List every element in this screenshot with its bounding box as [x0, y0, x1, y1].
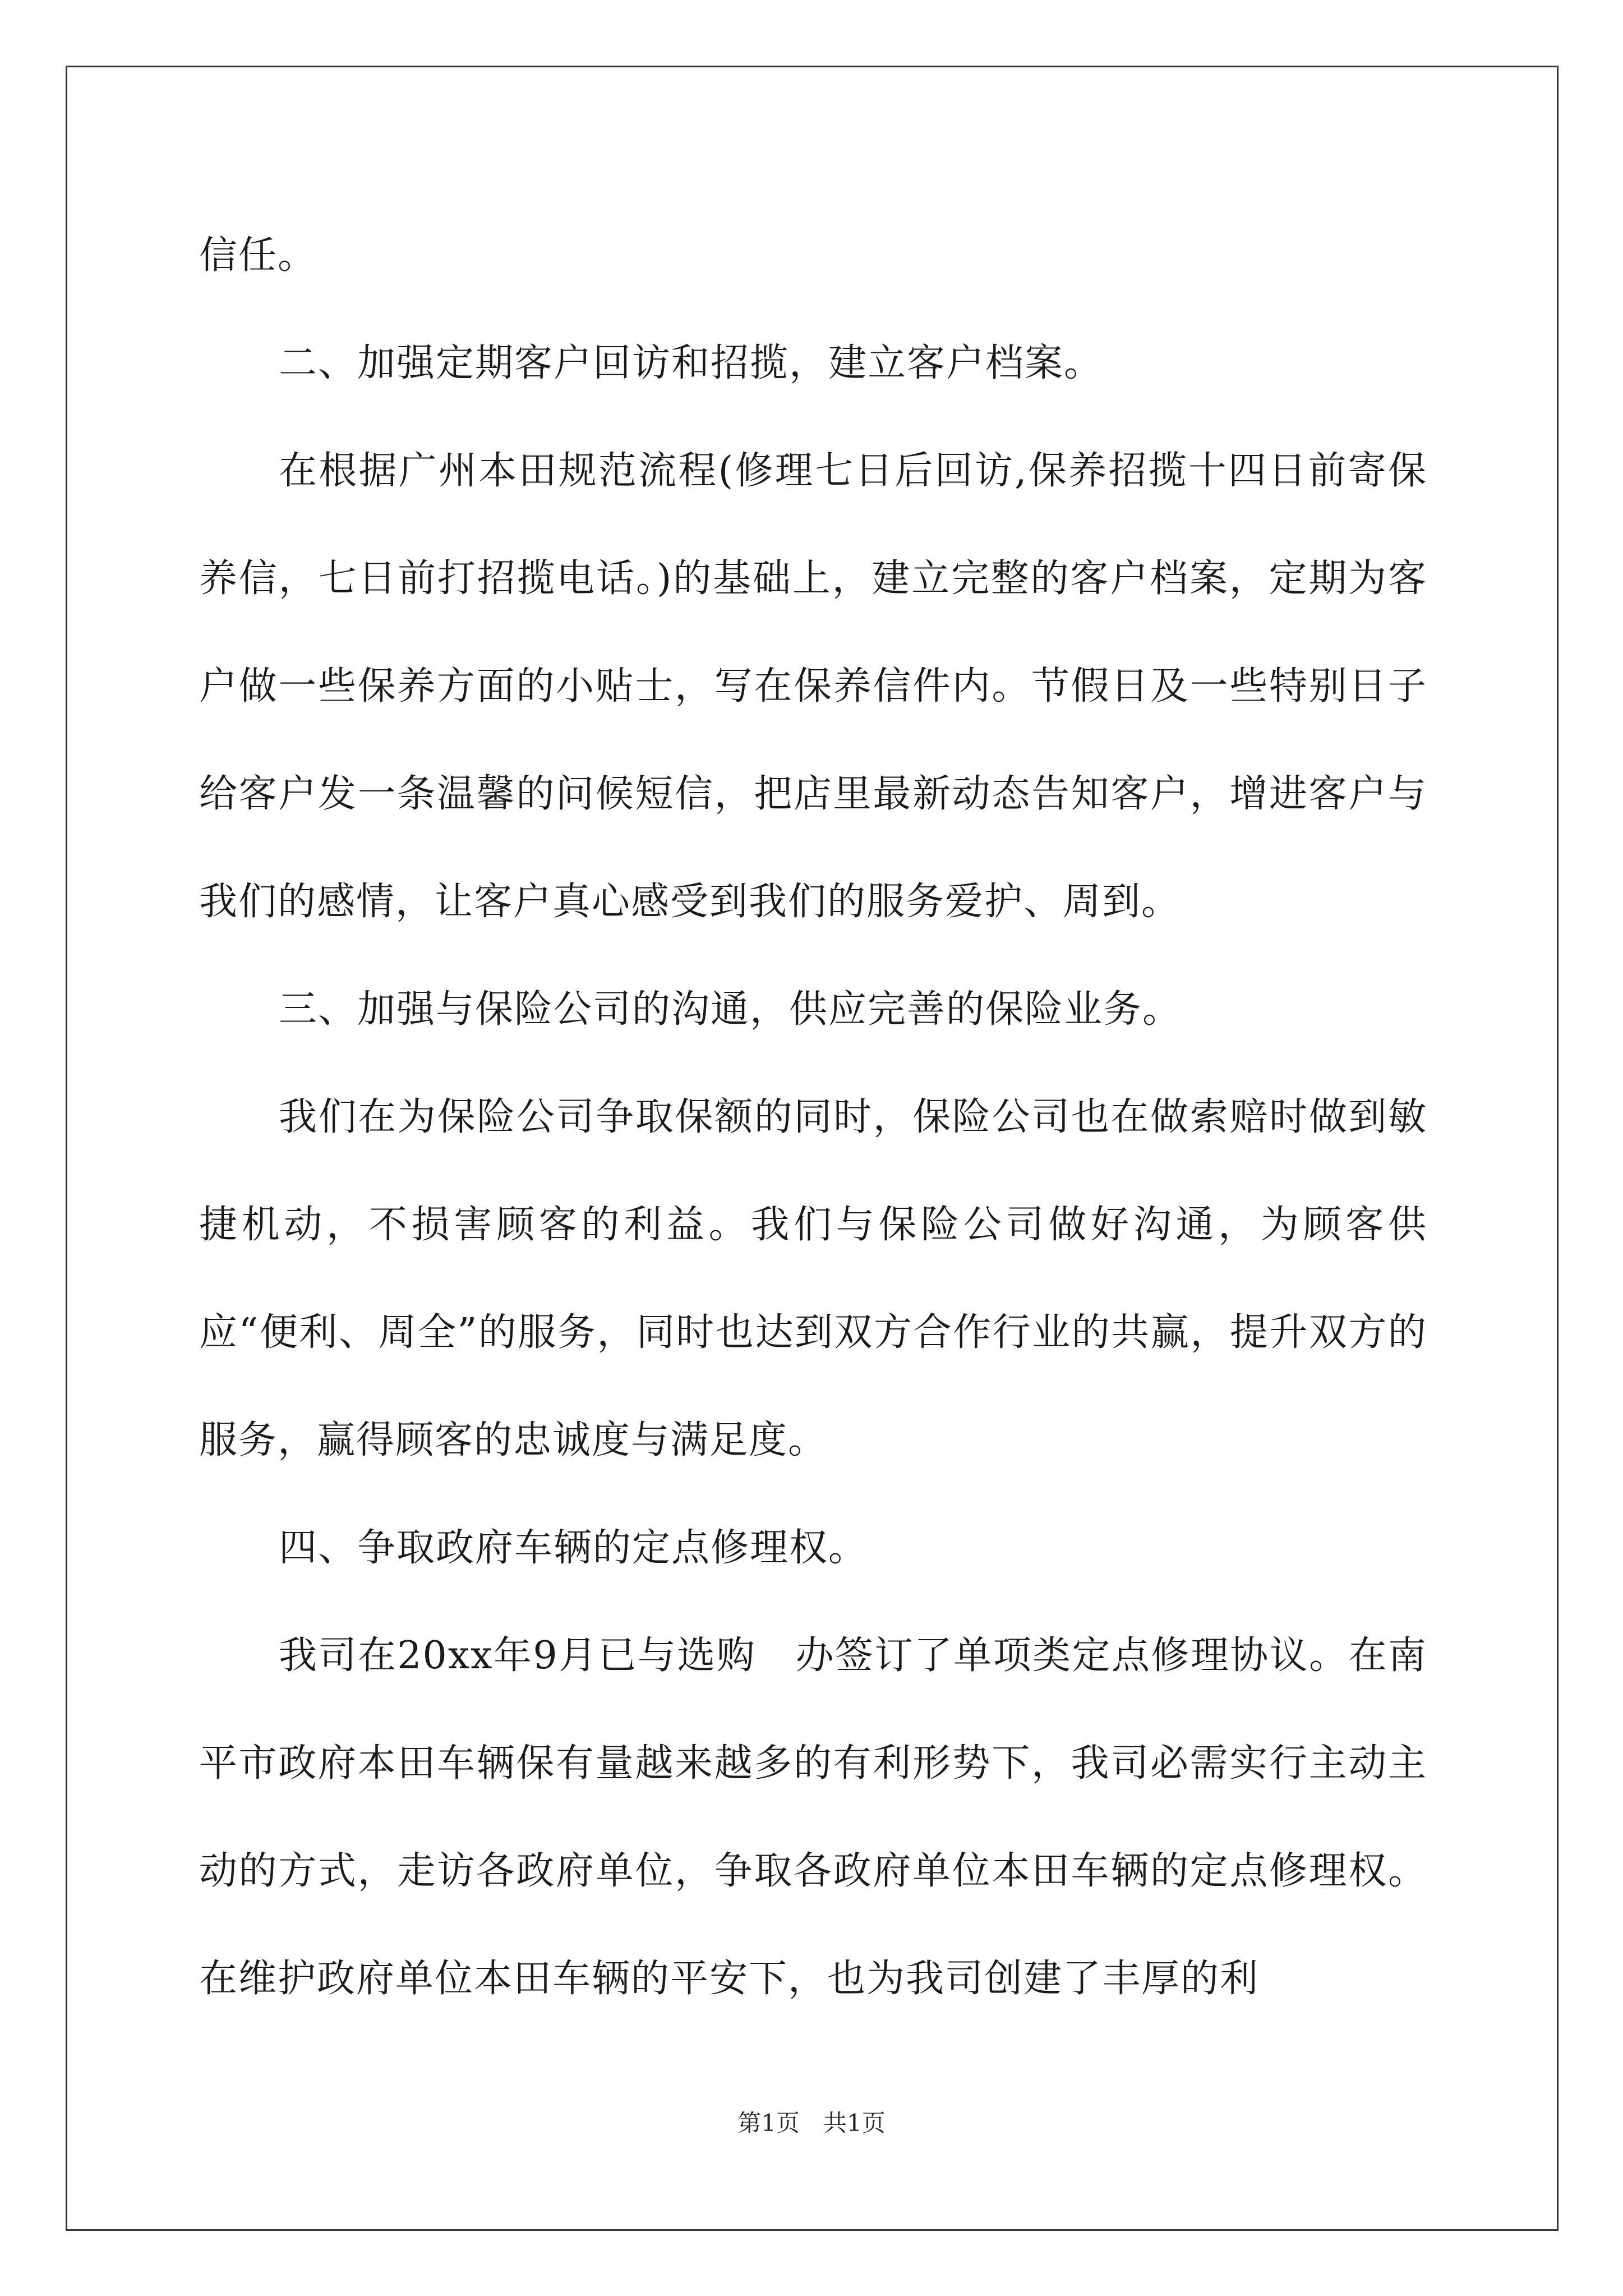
paragraph-government-vehicles: 我司在20xx年9月已与选购 办签订了单项类定点修理协议。在南平市政府本田车辆保有量越来越多的有利形势下，我司必需实行主动主动的方式，走访各政府单位，争取各政府单位本田车辆的定点修理权。在维护政府单位本田车辆的平安下，也为我司创建了丰厚的利 [199, 1634, 1427, 2001]
paragraph-continuation: 信任。 [199, 233, 317, 278]
paragraph-insurance: 我们在为保险公司争取保额的同时，保险公司也在做索赔时做到敏捷机动，不损害顾客的利益。我们与保险公司做好沟通，为顾客供应“便利、周全”的服务，同时也达到双方合作行业的共赢，提升双方的服务，赢得顾客的忠诚度与满足度。 [199, 1095, 1427, 1462]
document-body [199, 202, 1427, 2033]
section-heading-3: 三、加强与保险公司的沟通，供应完善的保险业务。 [279, 987, 1182, 1032]
section-heading-4: 四、争取政府车辆的定点修理权。 [279, 1526, 868, 1570]
section-heading-2: 二、加强定期客户回访和招揽，建立客户档案。 [279, 341, 1104, 385]
paragraph-customer-archive: 在根据广州本田规范流程(修理七日后回访,保养招揽十四日前寄保养信，七日前打招揽电话。)的基础上，建立完整的客户档案，定期为客户做一些保养方面的小贴士，写在保养信件内。节假日及一些特别日子给客户发一条温馨的问候短信，把店里最新动态告知客户，增进客户与我们的感情，让客户真心感受到我们的服务爱护、周到。 [199, 449, 1427, 924]
page-number-footer: 第1页 共1页 [737, 2109, 886, 2137]
